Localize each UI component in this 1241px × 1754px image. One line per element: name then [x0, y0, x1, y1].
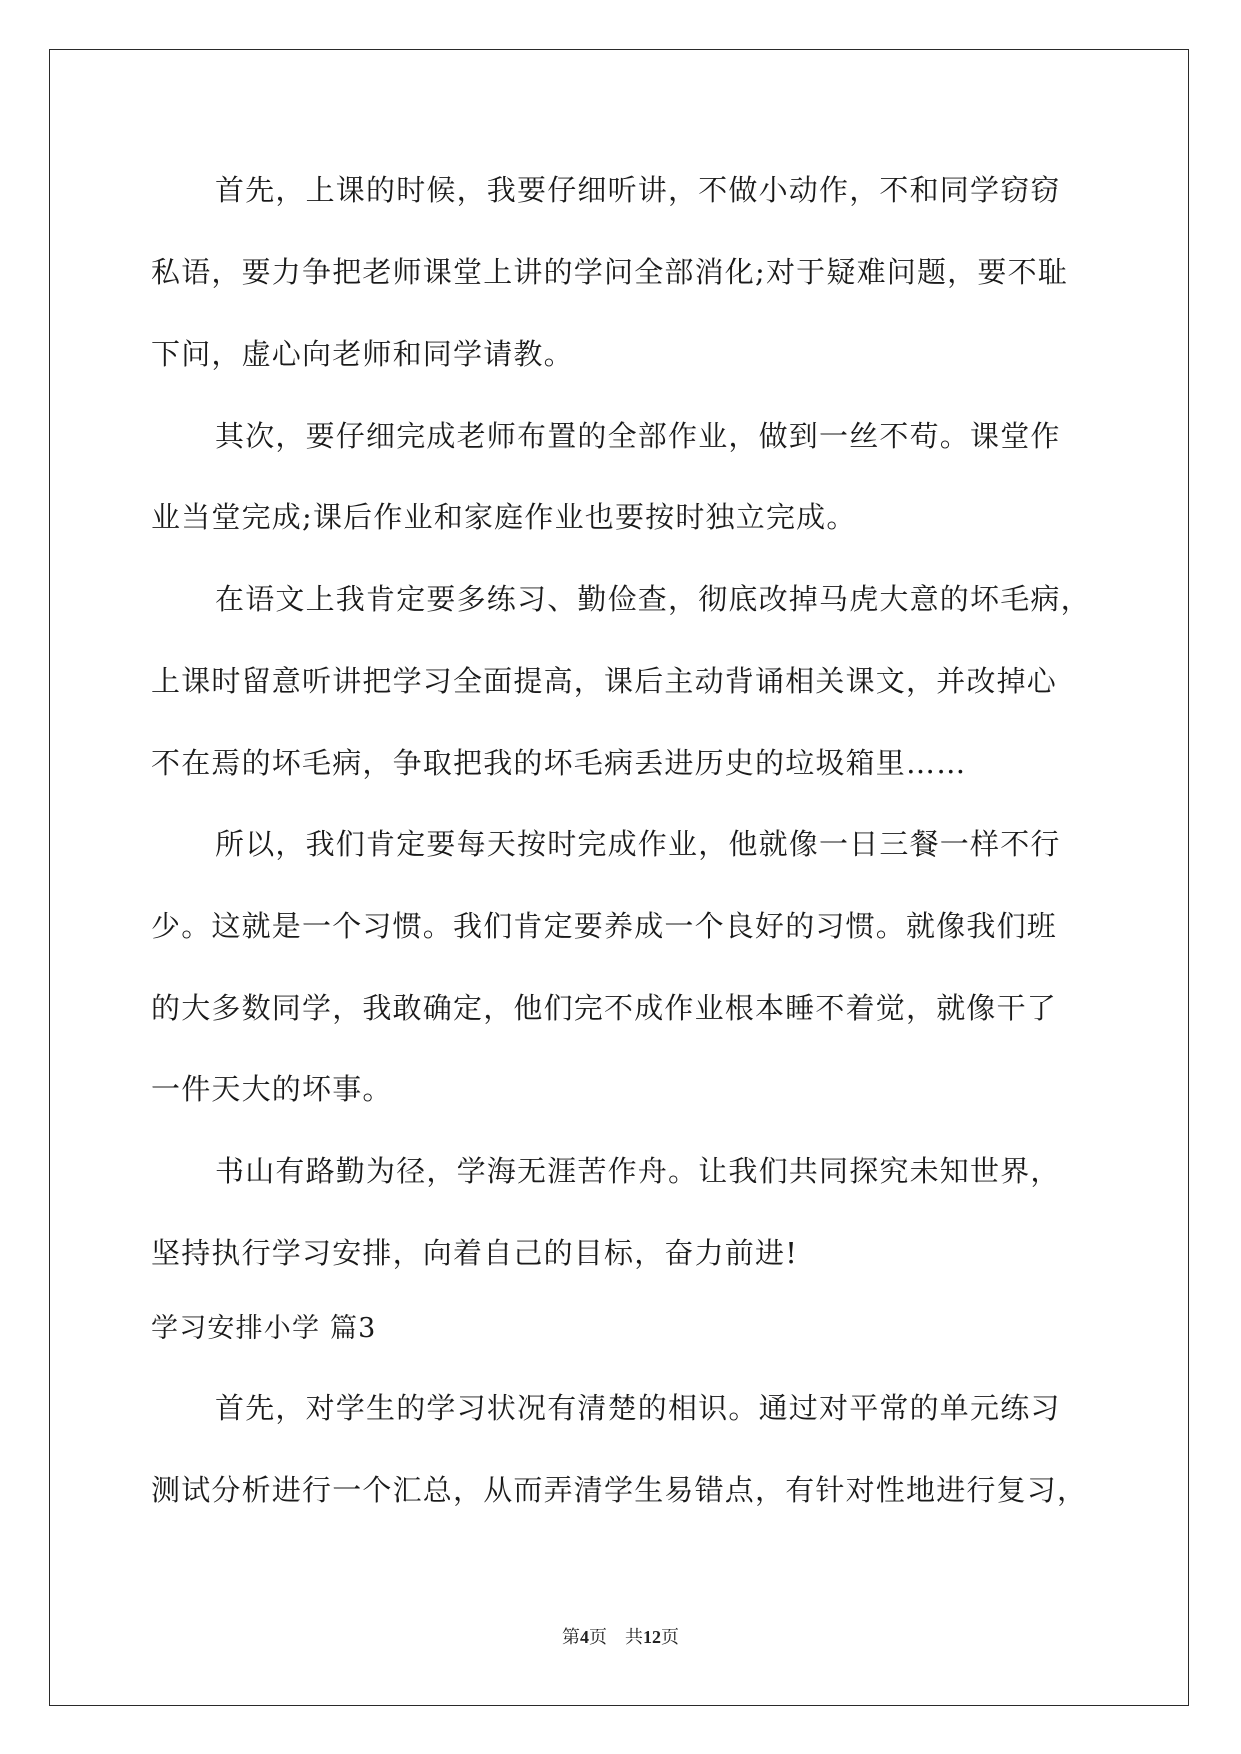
- page-prefix: 第: [562, 1627, 580, 1647]
- total-prefix: 共: [625, 1627, 643, 1647]
- paragraph-3-line-3: 不在焉的坏毛病，争取把我的坏毛病丢进历史的垃圾箱里……: [151, 746, 967, 780]
- paragraph-4-line-4: 一件天大的坏事。: [151, 1072, 393, 1106]
- paragraph-2-line-2: 业当堂完成;课后作业和家庭作业也要按时独立完成。: [151, 500, 857, 534]
- paragraph-6-line-1: 首先，对学生的学习状况有清楚的相识。通过对平常的单元练习: [215, 1391, 1061, 1425]
- paragraph-5-line-1: 书山有路勤为径，学海无涯苦作舟。让我们共同探究未知世界，: [215, 1154, 1061, 1188]
- paragraph-1-line-1: 首先，上课的时候，我要仔细听讲，不做小动作，不和同学窃窃: [215, 173, 1061, 207]
- page-number: 4: [580, 1627, 589, 1647]
- paragraph-4-line-1: 所以，我们肯定要每天按时完成作业，他就像一日三餐一样不行: [215, 827, 1061, 861]
- paragraph-6-line-2: 测试分析进行一个汇总，从而弄清学生易错点，有针对性地进行复习，: [151, 1473, 1088, 1507]
- page-footer: [0, 1625, 1241, 1649]
- paragraph-1-line-3: 下问，虚心向老师和同学请教。: [151, 337, 574, 371]
- section-heading: 学习安排小学 篇3: [151, 1313, 377, 1344]
- page-suffix: 页: [589, 1627, 607, 1647]
- total-pages: 12: [643, 1627, 661, 1647]
- total-suffix: 页: [661, 1627, 679, 1647]
- paragraph-3-line-2: 上课时留意听讲把学习全面提高，课后主动背诵相关课文，并改掉心: [151, 664, 1058, 698]
- paragraph-4-line-3: 的大多数同学，我敢确定，他们完不成作业根本睡不着觉，就像干了: [151, 991, 1058, 1025]
- paragraph-4-line-2: 少。这就是一个习惯。我们肯定要养成一个良好的习惯。就像我们班: [151, 909, 1058, 943]
- paragraph-2-line-1: 其次，要仔细完成老师布置的全部作业，做到一丝不苟。课堂作: [215, 419, 1061, 453]
- paragraph-1-line-2: 私语，要力争把老师课堂上讲的学问全部消化;对于疑难问题，要不耻: [151, 255, 1068, 289]
- page-border: [49, 49, 1189, 1706]
- paragraph-5-line-2: 坚持执行学习安排，向着自己的目标，奋力前进!: [151, 1236, 799, 1270]
- paragraph-3-line-1: 在语文上我肯定要多练习、勤俭查，彻底改掉马虎大意的坏毛病，: [215, 582, 1091, 616]
